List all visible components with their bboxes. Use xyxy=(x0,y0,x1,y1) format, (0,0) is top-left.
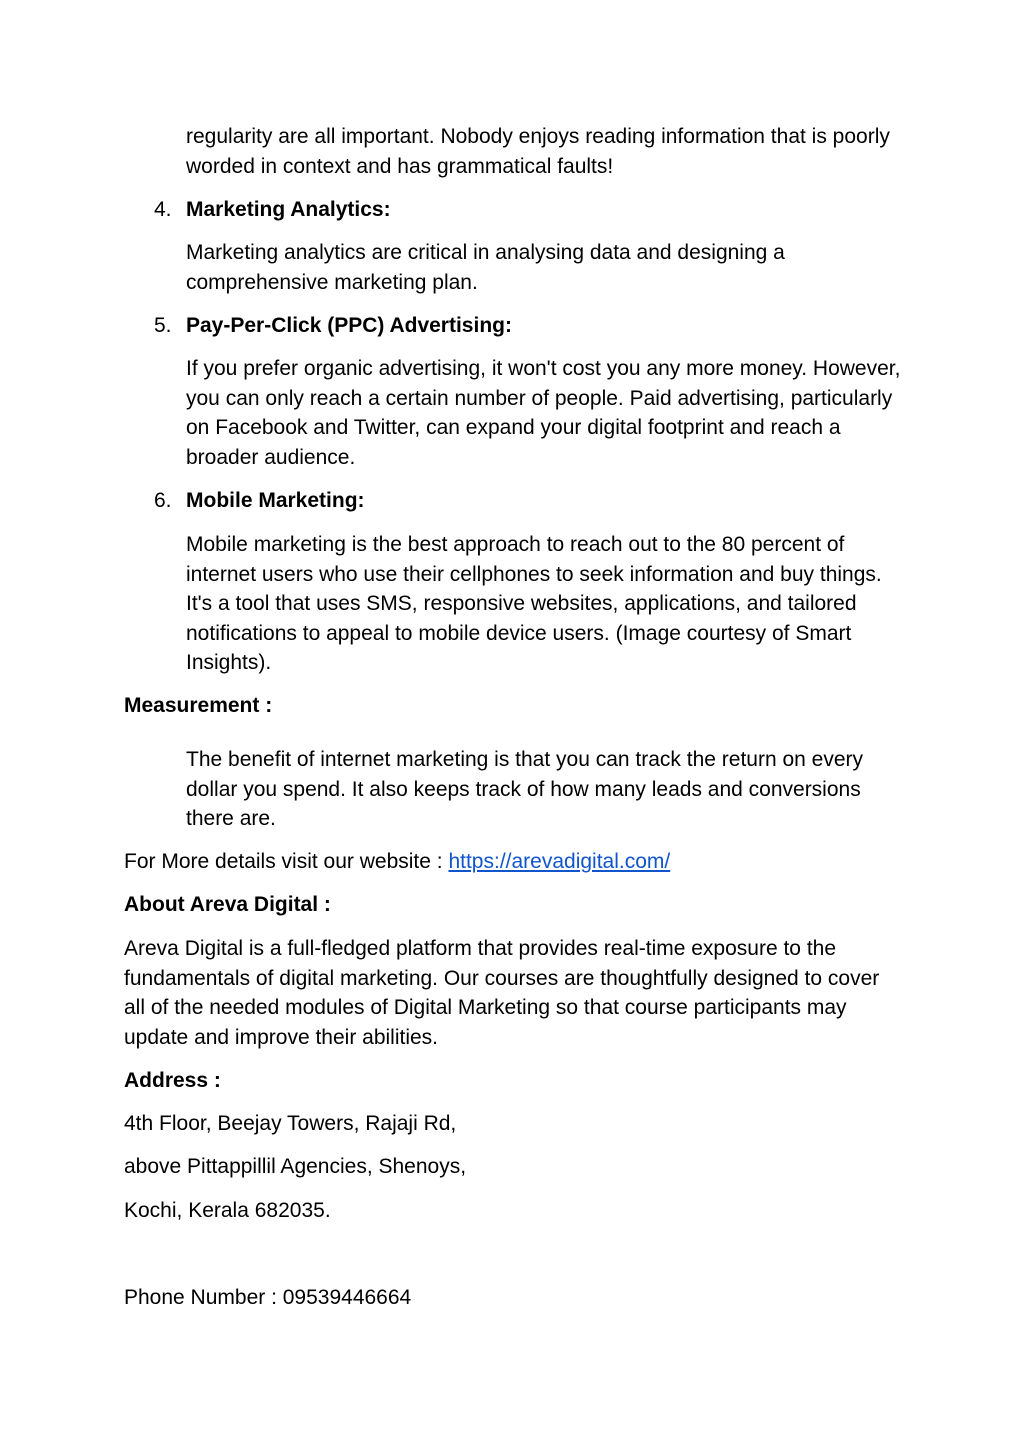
list-item-body-mobile-marketing: Mobile marketing is the best approach to reach out to the 80 percent of internet users who use their cellphones to seek information and buy things. It's a tool that uses SMS, responsive websites, applications, and tailored notifications to appeal to mobile device users. (Image courtesy of Smart Insights). xyxy=(186,533,882,674)
list-item-heading-ppc-advertising: Pay-Per-Click (PPC) Advertising: xyxy=(186,314,512,337)
measurement-heading: Measurement : xyxy=(124,694,273,717)
address-line-3: Kochi, Kerala 682035. xyxy=(124,1199,331,1222)
website-line xyxy=(124,847,904,877)
address-line-2: above Pittappillil Agencies, Shenoys, xyxy=(124,1155,467,1178)
about-body: Areva Digital is a full-fledged platform that provides real-time exposure to the fundamentals of digital marketing. Our courses are thoughtfully designed to cover all of the needed modules of Digital Marketing so that course participants may update and improve their abilities. xyxy=(124,937,880,1049)
about-heading: About Areva Digital : xyxy=(124,893,331,916)
address-heading: Address : xyxy=(124,1069,221,1092)
list-item-number: 4. xyxy=(154,198,172,221)
list-item-heading-marketing-analytics: Marketing Analytics: xyxy=(186,198,391,221)
website-link[interactable]: https://arevadigital.com/ xyxy=(448,850,671,873)
list-item-body-marketing-analytics: Marketing analytics are critical in analysing data and designing a comprehensive marketing plan. xyxy=(186,241,785,294)
phone-number: Phone Number : 09539446664 xyxy=(124,1286,412,1309)
list-item-heading-mobile-marketing: Mobile Marketing: xyxy=(186,489,365,512)
list-item-number: 6. xyxy=(154,489,172,512)
intro-paragraph: regularity are all important. Nobody enjoys reading information that is poorly worded in context and has grammatical faults! xyxy=(186,125,890,178)
list-item-body-ppc-advertising: If you prefer organic advertising, it won't cost you any more money. However, you can only reach a certain number of people. Paid advertising, particularly on Facebook and Twitter, can expand your digital footprint and reach a broader audience. xyxy=(186,357,901,469)
address-line-1: 4th Floor, Beejay Towers, Rajaji Rd, xyxy=(124,1112,457,1135)
measurement-body: The benefit of internet marketing is that you can track the return on every dollar you spend. It also keeps track of how many leads and conversions there are. xyxy=(186,748,864,830)
list-item-number: 5. xyxy=(154,314,172,337)
website-prefix: For More details visit our website : xyxy=(124,850,449,873)
